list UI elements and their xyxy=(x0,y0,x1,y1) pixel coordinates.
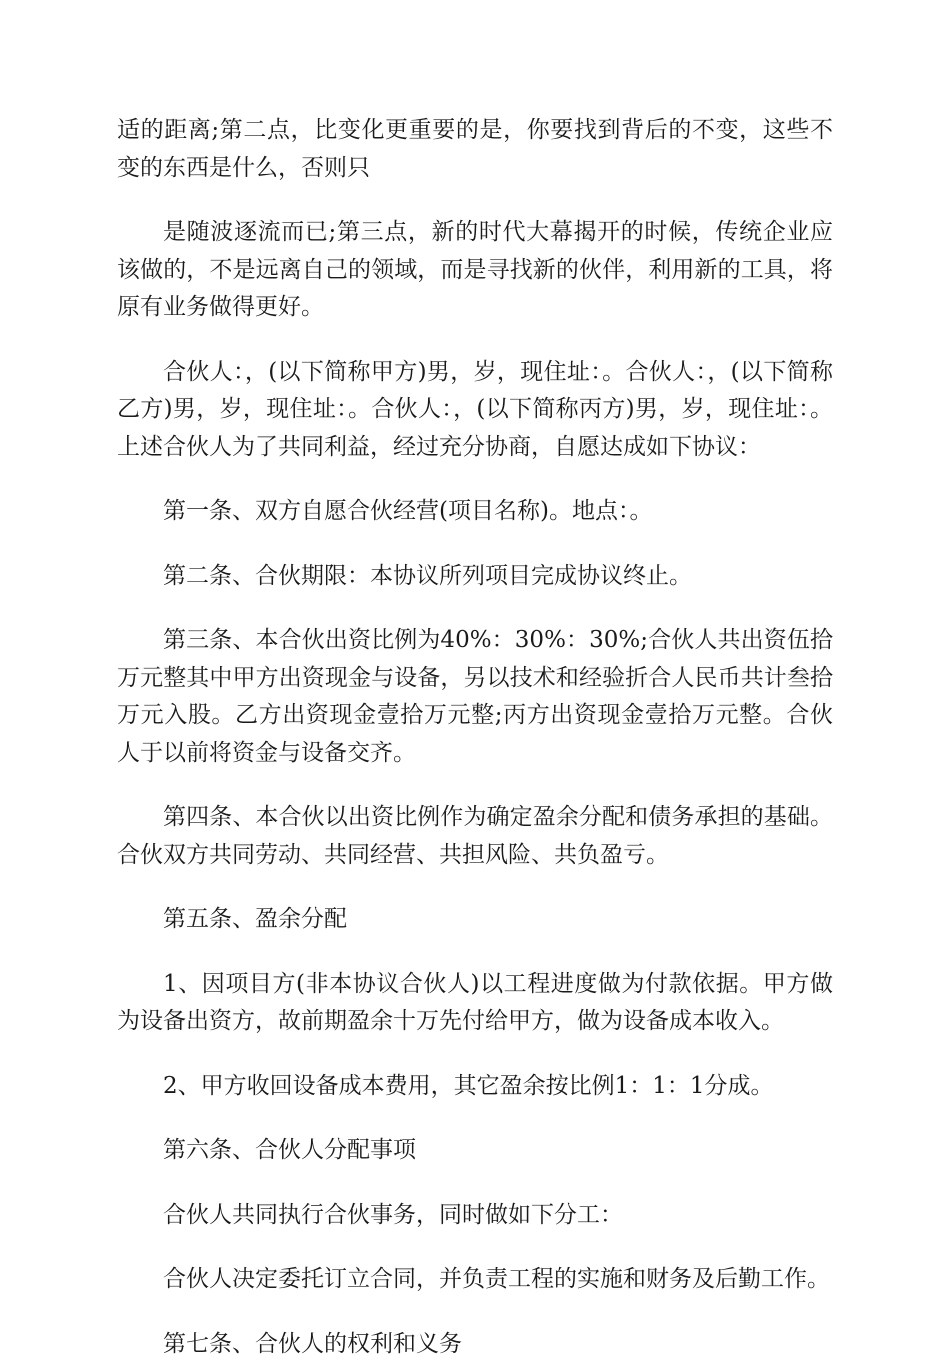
article-1: 第一条、双方自愿合伙经营(项目名称)。地点：。 xyxy=(117,493,833,531)
article-2: 第二条、合伙期限：本协议所列项目完成协议终止。 xyxy=(117,558,833,596)
article-6-text-2: 合伙人决定委托订立合同，并负责工程的实施和财务及后勤工作。 xyxy=(117,1261,833,1299)
article-5-item-2: 2、甲方收回设备成本费用，其它盈余按比例1：1：1分成。 xyxy=(117,1068,833,1106)
article-7-heading: 第七条、合伙人的权利和义务 xyxy=(117,1326,833,1363)
article-6-heading: 第六条、合伙人分配事项 xyxy=(117,1132,833,1170)
paragraph-continuation: 适的距离;第二点，比变化更重要的是，你要找到背后的不变，这些不变的东西是什么，否则只 xyxy=(117,112,833,187)
paragraph-third-point: 是随波逐流而已;第三点，新的时代大幕揭开的时候，传统企业应该做的，不是远离自己的领域，而是寻找新的伙伴，利用新的工具，将原有业务做得更好。 xyxy=(117,214,833,327)
article-3: 第三条、本合伙出资比例为40%：30%：30%;合伙人共出资伍拾万元整其中甲方出资现金与设备，另以技术和经验折合人民币共计叁拾万元入股。乙方出资现金壹拾万元整;丙方出资现金壹拾万元整。合伙人于以前将资金与设备交齐。 xyxy=(117,622,833,772)
article-5-item-1: 1、因项目方(非本协议合伙人)以工程进度做为付款依据。甲方做为设备出资方，故前期盈余十万先付给甲方，做为设备成本收入。 xyxy=(117,966,833,1041)
document-page xyxy=(117,112,833,1363)
paragraph-partners: 合伙人：，(以下简称甲方)男，岁，现住址：。合伙人：，(以下简称乙方)男，岁，现住址：。合伙人：，(以下简称丙方)男，岁，现住址：。上述合伙人为了共同利益，经过充分协商，自愿达成如下协议： xyxy=(117,354,833,467)
article-5-heading: 第五条、盈余分配 xyxy=(117,901,833,939)
article-4: 第四条、本合伙以出资比例作为确定盈余分配和债务承担的基础。合伙双方共同劳动、共同经营、共担风险、共负盈亏。 xyxy=(117,799,833,874)
article-6-text-1: 合伙人共同执行合伙事务，同时做如下分工： xyxy=(117,1197,833,1235)
